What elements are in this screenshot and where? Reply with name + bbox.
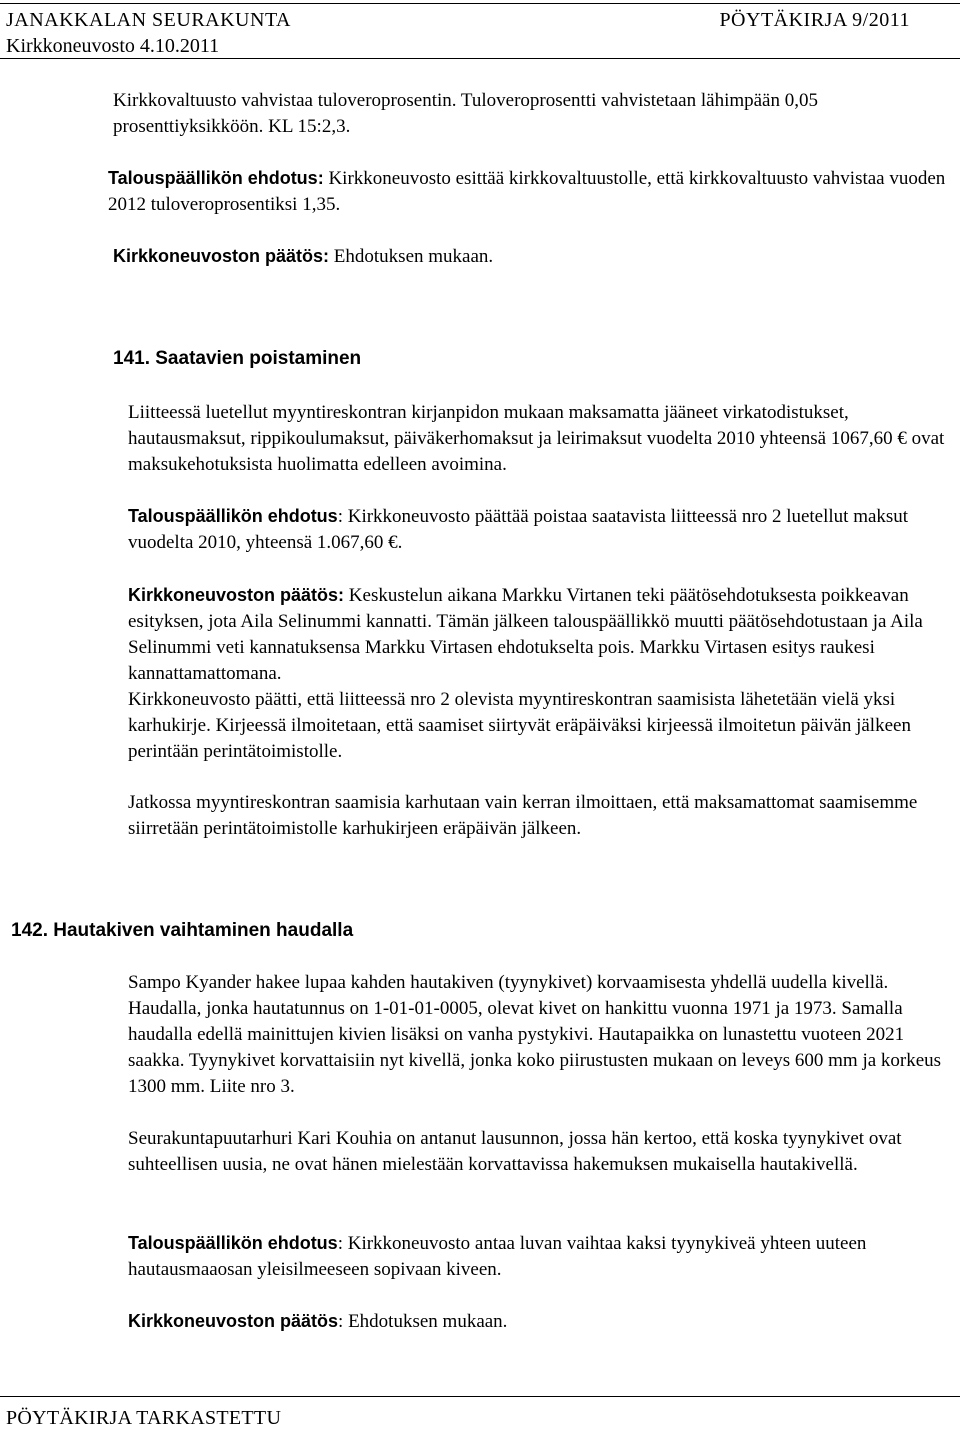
section-142-decision (128, 1308, 958, 1335)
section-141-final-text: Jatkossa myyntireskontran saamisia karhutaan vain kerran ilmoittaen, että maksamattomat saamisemme siirretään perintätoimistolle karhukirjeen eräpäivän jälkeen. (128, 792, 918, 839)
header-top-rule (0, 3, 960, 4)
footer-rule (0, 1396, 960, 1397)
section-141-title: 141. Saatavien poistaminen (113, 348, 362, 369)
proposal-label: Talouspäällikön ehdotus (128, 506, 338, 526)
section-142-proposal-paragraph (128, 1230, 958, 1283)
section-142-paragraph-1 (128, 970, 958, 1100)
decision-text: Keskustelun aikana Markku Virtanen teki päätösehdotuksesta poikkeavan esityksen, jota Aila Selinummi kannatti. Tämän jälkeen talouspäällikkö muutti päätösehdotustaan ja Aila Selinummi veti kannatuksensa Markku Virtasen ehdotukselta pois. Markku Virtasen esitys raukesi kannattamattomana. (128, 585, 923, 684)
section-142-text-2: Seurakuntapuutarhuri Kari Kouhia on antanut lausunnon, jossa hän kertoo, että koska tyynykivet ovat suhteellisen uusia, ne ovat hänen mielestään korvattavissa hakemuksen mukaisella hautakivellä. (128, 1128, 902, 1175)
organization-name: JANAKKALAN SEURAKUNTA (6, 9, 292, 31)
section-141-final (128, 790, 958, 842)
intro-proposal (108, 165, 953, 218)
section-142-text-1: Sampo Kyander hakee lupaa kahden hautakiven (tyynykivet) korvaamisesta yhdellä uudella kivellä. Haudalla, jonka hautatunnus on 1-01-01-0005, olevat kivet on hankittu vuonna 1971 ja 1973. Samalla haudalla edellä mainittujen kivien lisäksi on vanha pystykivi. Hautapaikka on lunastettu vuoteen 2021 saakka. Tyynykivet korvattaisiin nyt kivellä, jonka koko piirustusten mukaan on leveys 600 mm ja korkeus 1300 mm. Liite nro 3. (128, 972, 942, 1097)
section-141-text: Liitteessä luetellut myyntireskontran kirjanpidon mukaan maksamatta jääneet virkatodistukset, hautausmaksut, rippikoulumaksut, päiväkerhomaksut ja leirimaksut vuodelta 2010 yhteensä 1067,60 € ovat maksukehotuksista huolimatta edelleen avoimina. (128, 402, 945, 475)
page-header (0, 0, 960, 62)
section-142-title: 142. Hautakiven vaihtaminen haudalla (11, 920, 354, 941)
section-141-decision-continued: Kirkkoneuvosto päätti, että liitteessä nro 2 olevista myyntireskontran saamisista lähetetään vielä yksi karhukirje. Kirjeessä ilmoitetaan, että saamiset siirtyvät eräpäiväksi kirjeessä ilmoitetun päivän jälkeen perintään perintätoimistolle. (128, 689, 911, 762)
decision-text: Ehdotuksen mukaan. (329, 246, 494, 267)
section-142-proposal (128, 1230, 958, 1283)
proposal-text: Kirkkoneuvosto esittää kirkkovaltuustolle, että kirkkovaltuusto vahvistaa vuoden 2012 tuloveroprosentiksi 1,35. (108, 168, 946, 215)
intro-text: Kirkkovaltuusto vahvistaa tuloveroprosentin. Tuloveroprosentti vahvistetaan lähimpään 0,05 prosenttiyksikköön. KL 15:2,3. (113, 90, 818, 137)
intro-proposal-paragraph (108, 165, 953, 218)
intro-decision (113, 243, 943, 270)
section-142-paragraph-2 (128, 1126, 958, 1178)
decision-label: Kirkkoneuvoston päätös: (128, 585, 345, 605)
section-141-proposal (128, 503, 958, 556)
decision-label: Kirkkoneuvoston päätös: (113, 246, 330, 266)
header-bottom-rule (0, 58, 960, 59)
intro-decision-paragraph (113, 243, 943, 270)
section-141-decision-paragraph (128, 582, 958, 687)
footer-text: PÖYTÄKIRJA TARKASTETTU (6, 1407, 282, 1429)
section-141-proposal-paragraph (128, 503, 958, 556)
section-141-decision (128, 582, 958, 765)
section-142-decision-paragraph (128, 1308, 958, 1335)
decision-text: : Ehdotuksen mukaan. (338, 1311, 508, 1332)
decision-label: Kirkkoneuvoston päätös (128, 1311, 339, 1331)
proposal-label: Talouspäällikön ehdotus (128, 1233, 338, 1253)
section-141-paragraph (128, 400, 958, 478)
proposal-text: : Kirkkoneuvosto antaa luvan vaihtaa kaksi tyynykiveä yhteen uuteen hautausmaaosan yleisilmeeseen sopivaan kiveen. (128, 1233, 867, 1280)
proposal-label: Talouspäällikön ehdotus: (108, 168, 324, 188)
document-number: PÖYTÄKIRJA 9/2011 (719, 9, 910, 31)
intro-paragraph (113, 88, 953, 140)
meeting-date: Kirkkoneuvosto 4.10.2011 (6, 35, 220, 57)
proposal-text: : Kirkkoneuvosto päättää poistaa saatavista liitteessä nro 2 luetellut maksut vuodelta 2010, yhteensä 1.067,60 €. (128, 506, 909, 553)
